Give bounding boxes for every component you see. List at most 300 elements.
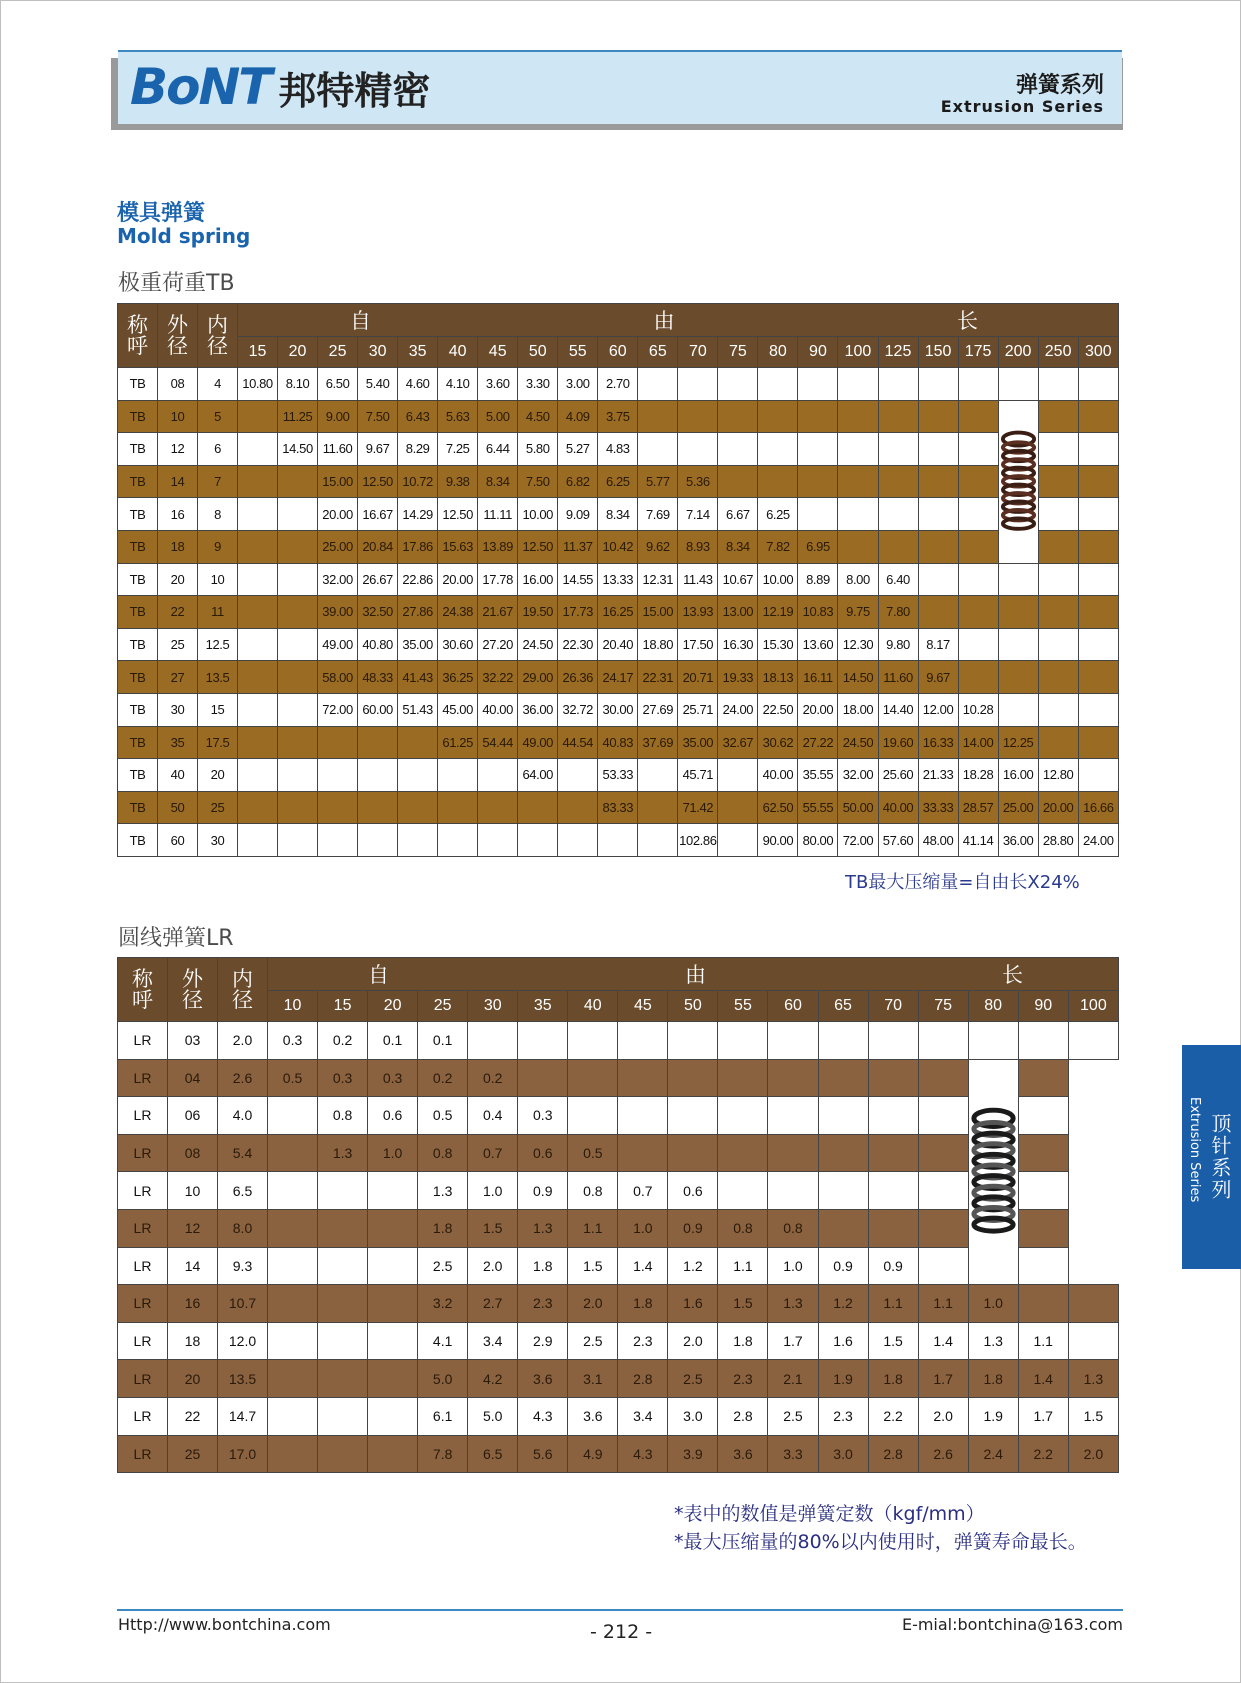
table-cell <box>1038 693 1078 726</box>
table-cell: 16.00 <box>998 759 1038 792</box>
table-cell: 22 <box>158 596 198 629</box>
table-cell: 32.22 <box>478 661 518 694</box>
table-cell: 25.00 <box>998 791 1038 824</box>
table-cell: 3.9 <box>668 1435 718 1473</box>
table-cell: 8.34 <box>598 498 638 531</box>
free-length-header: 35 <box>398 337 438 368</box>
table-cell: 8.89 <box>798 563 838 596</box>
table-cell <box>1078 530 1118 563</box>
free-length-header: 90 <box>1018 991 1068 1022</box>
table-cell: 72.00 <box>838 824 878 857</box>
table-cell: 1.5 <box>568 1247 618 1285</box>
table-cell <box>398 726 438 759</box>
table-cell <box>1018 1172 1068 1210</box>
table-cell: LR <box>118 1247 168 1285</box>
tb-spec-table <box>117 303 1119 857</box>
table-cell: 60 <box>158 824 198 857</box>
table-cell: 0.7 <box>618 1172 668 1210</box>
free-length-header: 60 <box>598 337 638 368</box>
table-cell <box>278 824 318 857</box>
table-cell: TB <box>118 824 158 857</box>
table-cell: 1.3 <box>968 1322 1018 1360</box>
table-cell <box>318 824 358 857</box>
table-cell: 10 <box>158 400 198 433</box>
table-cell <box>798 465 838 498</box>
table-cell: 6.25 <box>598 465 638 498</box>
col-header-od <box>158 304 198 368</box>
table-cell <box>278 563 318 596</box>
table-cell: 15.30 <box>758 628 798 661</box>
table-cell: 2.70 <box>598 368 638 401</box>
corner-header-char: 径 <box>167 334 188 358</box>
table-cell <box>278 759 318 792</box>
table-cell <box>318 1209 368 1247</box>
table-cell <box>638 824 678 857</box>
table-cell: 36.25 <box>438 661 478 694</box>
table-cell: 9.62 <box>638 530 678 563</box>
free-length-header: 175 <box>958 337 998 368</box>
table-cell <box>918 1022 968 1060</box>
company-name-cn: 邦特精密 <box>278 67 431 113</box>
tb-compression-note: TB最大压缩量=自由长X24% <box>845 872 1080 893</box>
table-cell: 0.4 <box>468 1097 518 1135</box>
table-cell: 0.3 <box>368 1059 418 1097</box>
table-cell <box>558 824 598 857</box>
table-cell: 32.00 <box>838 759 878 792</box>
lr-table-title: 圆线弹簧LR <box>118 926 234 951</box>
table-cell: 1.4 <box>1018 1360 1068 1398</box>
table-cell <box>768 1059 818 1097</box>
table-cell: 08 <box>168 1134 218 1172</box>
table-cell: 24.38 <box>438 596 478 629</box>
table-cell: 10.80 <box>238 368 278 401</box>
table-cell: TB <box>118 368 158 401</box>
table-cell <box>838 368 878 401</box>
table-cell <box>718 759 758 792</box>
table-cell: 4.09 <box>558 400 598 433</box>
table-cell: 2.0 <box>668 1322 718 1360</box>
table-cell: 22.31 <box>638 661 678 694</box>
table-cell: 27 <box>158 661 198 694</box>
table-cell: 13.5 <box>198 661 238 694</box>
table-cell: 14.50 <box>838 661 878 694</box>
table-cell: 12.25 <box>998 726 1038 759</box>
coil-spring-icon <box>969 1066 1018 1279</box>
section-title-en: Mold spring <box>117 224 251 248</box>
table-cell <box>1018 1209 1068 1247</box>
table-cell <box>238 791 278 824</box>
free-length-header: 250 <box>1038 337 1078 368</box>
table-cell: 9.75 <box>838 596 878 629</box>
table-cell: 32.72 <box>558 693 598 726</box>
table-cell: 3.6 <box>568 1397 618 1435</box>
table-cell <box>868 1209 918 1247</box>
table-cell: 0.7 <box>468 1134 518 1172</box>
table-cell: 2.5 <box>418 1247 468 1285</box>
table-cell <box>1018 1022 1068 1060</box>
table-cell: LR <box>118 1285 168 1323</box>
table-cell: 2.3 <box>618 1322 668 1360</box>
table-cell: LR <box>118 1022 168 1060</box>
table-cell: 13.5 <box>218 1360 268 1398</box>
table-cell <box>668 1134 718 1172</box>
table-cell <box>1078 563 1118 596</box>
table-cell <box>638 433 678 466</box>
table-cell: 20.71 <box>678 661 718 694</box>
table-cell <box>318 1285 368 1323</box>
table-cell: 30.60 <box>438 628 478 661</box>
table-cell <box>518 1059 568 1097</box>
table-cell <box>568 1097 618 1135</box>
table-cell: 5.40 <box>358 368 398 401</box>
table-cell: 1.7 <box>768 1322 818 1360</box>
table-cell: 19.60 <box>878 726 918 759</box>
table-cell: 0.8 <box>568 1172 618 1210</box>
table-cell: 40.00 <box>758 759 798 792</box>
table-cell <box>398 759 438 792</box>
table-cell <box>918 1209 968 1247</box>
table-cell <box>1078 368 1118 401</box>
table-cell: 0.8 <box>718 1209 768 1247</box>
table-cell: 2.8 <box>618 1360 668 1398</box>
table-cell: 2.2 <box>1018 1435 1068 1473</box>
table-row <box>118 1435 1119 1473</box>
table-cell <box>818 1209 868 1247</box>
free-length-header: 30 <box>358 337 398 368</box>
table-cell: 11.25 <box>278 400 318 433</box>
table-cell: 08 <box>158 368 198 401</box>
corner-header-char: 称 <box>127 313 148 337</box>
table-cell: 5.36 <box>678 465 718 498</box>
table-cell: 10.00 <box>518 498 558 531</box>
table-cell <box>238 563 278 596</box>
table-cell <box>518 791 558 824</box>
table-cell: 15.63 <box>438 530 478 563</box>
table-cell: 0.1 <box>418 1022 468 1060</box>
table-cell <box>958 368 998 401</box>
table-cell: 14.40 <box>878 693 918 726</box>
table-cell <box>278 791 318 824</box>
table-cell: 6.5 <box>468 1435 518 1473</box>
table-cell: 1.4 <box>618 1247 668 1285</box>
table-cell: 2.3 <box>718 1360 768 1398</box>
table-cell <box>268 1097 318 1135</box>
table-cell <box>1038 465 1078 498</box>
table-cell <box>1078 400 1118 433</box>
table-cell: 0.3 <box>318 1059 368 1097</box>
table-cell: 14.55 <box>558 563 598 596</box>
table-cell <box>718 465 758 498</box>
table-cell: 20.00 <box>1038 791 1078 824</box>
table-cell: 6 <box>198 433 238 466</box>
table-cell <box>1038 661 1078 694</box>
header-group-char: 长 <box>1002 964 1023 987</box>
table-cell <box>718 1097 768 1135</box>
table-cell <box>958 596 998 629</box>
corner-header-char: 呼 <box>127 334 148 358</box>
section-title-cn: 模具弹簧 <box>117 201 206 226</box>
table-cell <box>1018 1059 1068 1097</box>
table-cell: 16.11 <box>798 661 838 694</box>
table-cell: 0.5 <box>268 1059 318 1097</box>
table-cell: 0.3 <box>268 1022 318 1060</box>
table-cell: 27.69 <box>638 693 678 726</box>
table-cell <box>278 530 318 563</box>
table-cell: 20.00 <box>798 693 838 726</box>
table-cell: 48.00 <box>918 824 958 857</box>
table-cell: 12.00 <box>918 693 958 726</box>
table-cell <box>718 433 758 466</box>
table-cell: 5.80 <box>518 433 558 466</box>
table-cell: 12.5 <box>198 628 238 661</box>
corner-header-char: 内 <box>207 313 228 337</box>
table-cell <box>558 791 598 824</box>
table-cell: TB <box>118 791 158 824</box>
lr-spec-table <box>117 957 1119 1473</box>
table-row <box>118 759 1119 792</box>
table-cell: 3.6 <box>718 1435 768 1473</box>
table-cell: 2.5 <box>568 1322 618 1360</box>
table-cell: 25.71 <box>678 693 718 726</box>
table-cell <box>1038 563 1078 596</box>
table-cell <box>238 759 278 792</box>
table-cell: 9.3 <box>218 1247 268 1285</box>
table-cell: 12.50 <box>358 465 398 498</box>
table-cell: 06 <box>168 1097 218 1135</box>
table-cell <box>318 1360 368 1398</box>
table-cell <box>238 661 278 694</box>
table-cell <box>318 1172 368 1210</box>
table-cell: 40.00 <box>478 693 518 726</box>
table-cell: 2.3 <box>518 1285 568 1323</box>
table-cell: 1.6 <box>668 1285 718 1323</box>
table-cell: 30 <box>198 824 238 857</box>
table-cell: 1.3 <box>418 1172 468 1210</box>
table-cell <box>868 1059 918 1097</box>
table-cell: 11.11 <box>478 498 518 531</box>
table-cell <box>268 1435 318 1473</box>
table-cell: 2.4 <box>968 1435 1018 1473</box>
table-cell: 2.8 <box>868 1435 918 1473</box>
table-cell <box>998 368 1038 401</box>
free-length-header: 70 <box>678 337 718 368</box>
table-cell <box>1068 1322 1118 1360</box>
table-cell <box>358 791 398 824</box>
table-cell: 6.50 <box>318 368 358 401</box>
table-cell: 17.50 <box>678 628 718 661</box>
free-length-header: 50 <box>518 337 558 368</box>
table-cell <box>958 661 998 694</box>
table-cell <box>918 1134 968 1172</box>
table-cell: 2.0 <box>468 1247 518 1285</box>
table-cell <box>918 498 958 531</box>
table-cell <box>368 1435 418 1473</box>
table-cell: 2.6 <box>918 1435 968 1473</box>
table-cell: 57.60 <box>878 824 918 857</box>
table-cell: 5 <box>198 400 238 433</box>
table-cell: 4.1 <box>418 1322 468 1360</box>
free-length-header: 15 <box>318 991 368 1022</box>
col-header-id <box>218 958 268 1022</box>
table-cell: 18.28 <box>958 759 998 792</box>
table-cell: 5.4 <box>218 1134 268 1172</box>
table-cell <box>998 693 1038 726</box>
table-cell: 30.00 <box>598 693 638 726</box>
table-cell: 1.0 <box>368 1134 418 1172</box>
table-cell: 6.67 <box>718 498 758 531</box>
table-cell: 24.00 <box>718 693 758 726</box>
table-cell <box>878 530 918 563</box>
table-cell <box>1038 530 1078 563</box>
table-cell <box>1078 759 1118 792</box>
table-cell <box>278 693 318 726</box>
table-cell <box>668 1097 718 1135</box>
table-cell: 51.43 <box>398 693 438 726</box>
table-cell <box>398 824 438 857</box>
table-cell: 17.5 <box>198 726 238 759</box>
table-cell: 4.2 <box>468 1360 518 1398</box>
table-cell: 3.60 <box>478 368 518 401</box>
table-cell: 0.8 <box>418 1134 468 1172</box>
table-cell: 7.50 <box>358 400 398 433</box>
table-cell <box>998 563 1038 596</box>
table-cell <box>238 693 278 726</box>
table-cell: 0.3 <box>518 1097 568 1135</box>
table-cell <box>768 1172 818 1210</box>
table-cell <box>268 1285 318 1323</box>
table-cell: 1.7 <box>918 1360 968 1398</box>
table-cell: 7.50 <box>518 465 558 498</box>
table-cell <box>238 824 278 857</box>
table-cell: 64.00 <box>518 759 558 792</box>
table-cell: 22.86 <box>398 563 438 596</box>
free-length-header: 45 <box>618 991 668 1022</box>
table-cell <box>618 1022 668 1060</box>
table-cell: TB <box>118 400 158 433</box>
table-cell: 0.9 <box>818 1247 868 1285</box>
table-cell <box>668 1022 718 1060</box>
free-length-header: 60 <box>768 991 818 1022</box>
corner-header-char: 内 <box>232 967 253 991</box>
table-cell: 9.38 <box>438 465 478 498</box>
free-length-header: 200 <box>998 337 1038 368</box>
table-cell: 32.00 <box>318 563 358 596</box>
table-cell: 15.00 <box>638 596 678 629</box>
table-cell: LR <box>118 1209 168 1247</box>
table-cell <box>878 433 918 466</box>
footer-email: E-mial:bontchina@163.com <box>901 1615 1123 1634</box>
table-cell: 12 <box>168 1209 218 1247</box>
free-length-header: 40 <box>568 991 618 1022</box>
table-cell: 1.3 <box>1068 1360 1118 1398</box>
table-cell: 16 <box>168 1285 218 1323</box>
table-cell <box>238 465 278 498</box>
free-length-header: 65 <box>638 337 678 368</box>
table-cell: 9.00 <box>318 400 358 433</box>
table-cell <box>1018 1134 1068 1172</box>
table-row <box>118 1397 1119 1435</box>
table-cell: 102.86 <box>678 824 718 857</box>
table-cell: 1.8 <box>618 1285 668 1323</box>
table-cell <box>868 1097 918 1135</box>
table-cell: 61.25 <box>438 726 478 759</box>
table-row <box>118 1360 1119 1398</box>
table-cell: 0.6 <box>368 1097 418 1135</box>
table-cell: 12 <box>158 433 198 466</box>
table-row <box>118 596 1119 629</box>
table-cell <box>758 433 798 466</box>
table-cell: 16 <box>158 498 198 531</box>
table-cell: 71.42 <box>678 791 718 824</box>
table-cell: 20.84 <box>358 530 398 563</box>
free-length-header: 25 <box>318 337 358 368</box>
table-cell: 72.00 <box>318 693 358 726</box>
table-cell <box>638 368 678 401</box>
table-cell <box>438 791 478 824</box>
table-cell: 40.80 <box>358 628 398 661</box>
table-cell <box>278 661 318 694</box>
table-cell: 24.50 <box>838 726 878 759</box>
free-length-header: 75 <box>718 337 758 368</box>
table-cell: 2.1 <box>768 1360 818 1398</box>
table-cell <box>668 1059 718 1097</box>
table-cell: TB <box>118 563 158 596</box>
table-cell: 5.63 <box>438 400 478 433</box>
table-cell: 0.1 <box>368 1022 418 1060</box>
free-length-header: 40 <box>438 337 478 368</box>
table-cell <box>918 1059 968 1097</box>
table-cell: 1.6 <box>818 1322 868 1360</box>
table-row <box>118 433 1119 466</box>
table-cell: 49.00 <box>318 628 358 661</box>
table-cell: 5.00 <box>478 400 518 433</box>
table-cell: 3.0 <box>818 1435 868 1473</box>
table-cell <box>568 1022 618 1060</box>
table-cell <box>868 1172 918 1210</box>
table-cell: TB <box>118 433 158 466</box>
table-cell: 40.83 <box>598 726 638 759</box>
table-cell: 2.8 <box>718 1397 768 1435</box>
table-cell: 1.8 <box>968 1360 1018 1398</box>
table-cell: 1.3 <box>318 1134 368 1172</box>
logo-mark: BoNT <box>130 58 271 116</box>
table-cell: TB <box>118 759 158 792</box>
table-cell: 29.00 <box>518 661 558 694</box>
footnote-spring-constant: *表中的数值是弹簧定数（kgf/mm） <box>674 1503 985 1525</box>
table-cell: 19.33 <box>718 661 758 694</box>
table-cell: TB <box>118 693 158 726</box>
table-cell <box>718 791 758 824</box>
col-header-name <box>118 304 158 368</box>
free-length-header: 30 <box>468 991 518 1022</box>
table-row <box>118 530 1119 563</box>
table-cell: 7.80 <box>878 596 918 629</box>
table-cell <box>318 1322 368 1360</box>
table-cell: 10.42 <box>598 530 638 563</box>
table-cell: 0.2 <box>468 1059 518 1097</box>
table-cell: 36.00 <box>518 693 558 726</box>
table-cell <box>368 1209 418 1247</box>
table-cell: 4 <box>198 368 238 401</box>
table-cell <box>368 1285 418 1323</box>
table-cell <box>798 498 838 531</box>
free-length-header: 55 <box>718 991 768 1022</box>
table-cell: 6.82 <box>558 465 598 498</box>
table-cell <box>1038 726 1078 759</box>
table-cell: 48.33 <box>358 661 398 694</box>
table-cell: 18.13 <box>758 661 798 694</box>
table-cell: 0.2 <box>318 1022 368 1060</box>
